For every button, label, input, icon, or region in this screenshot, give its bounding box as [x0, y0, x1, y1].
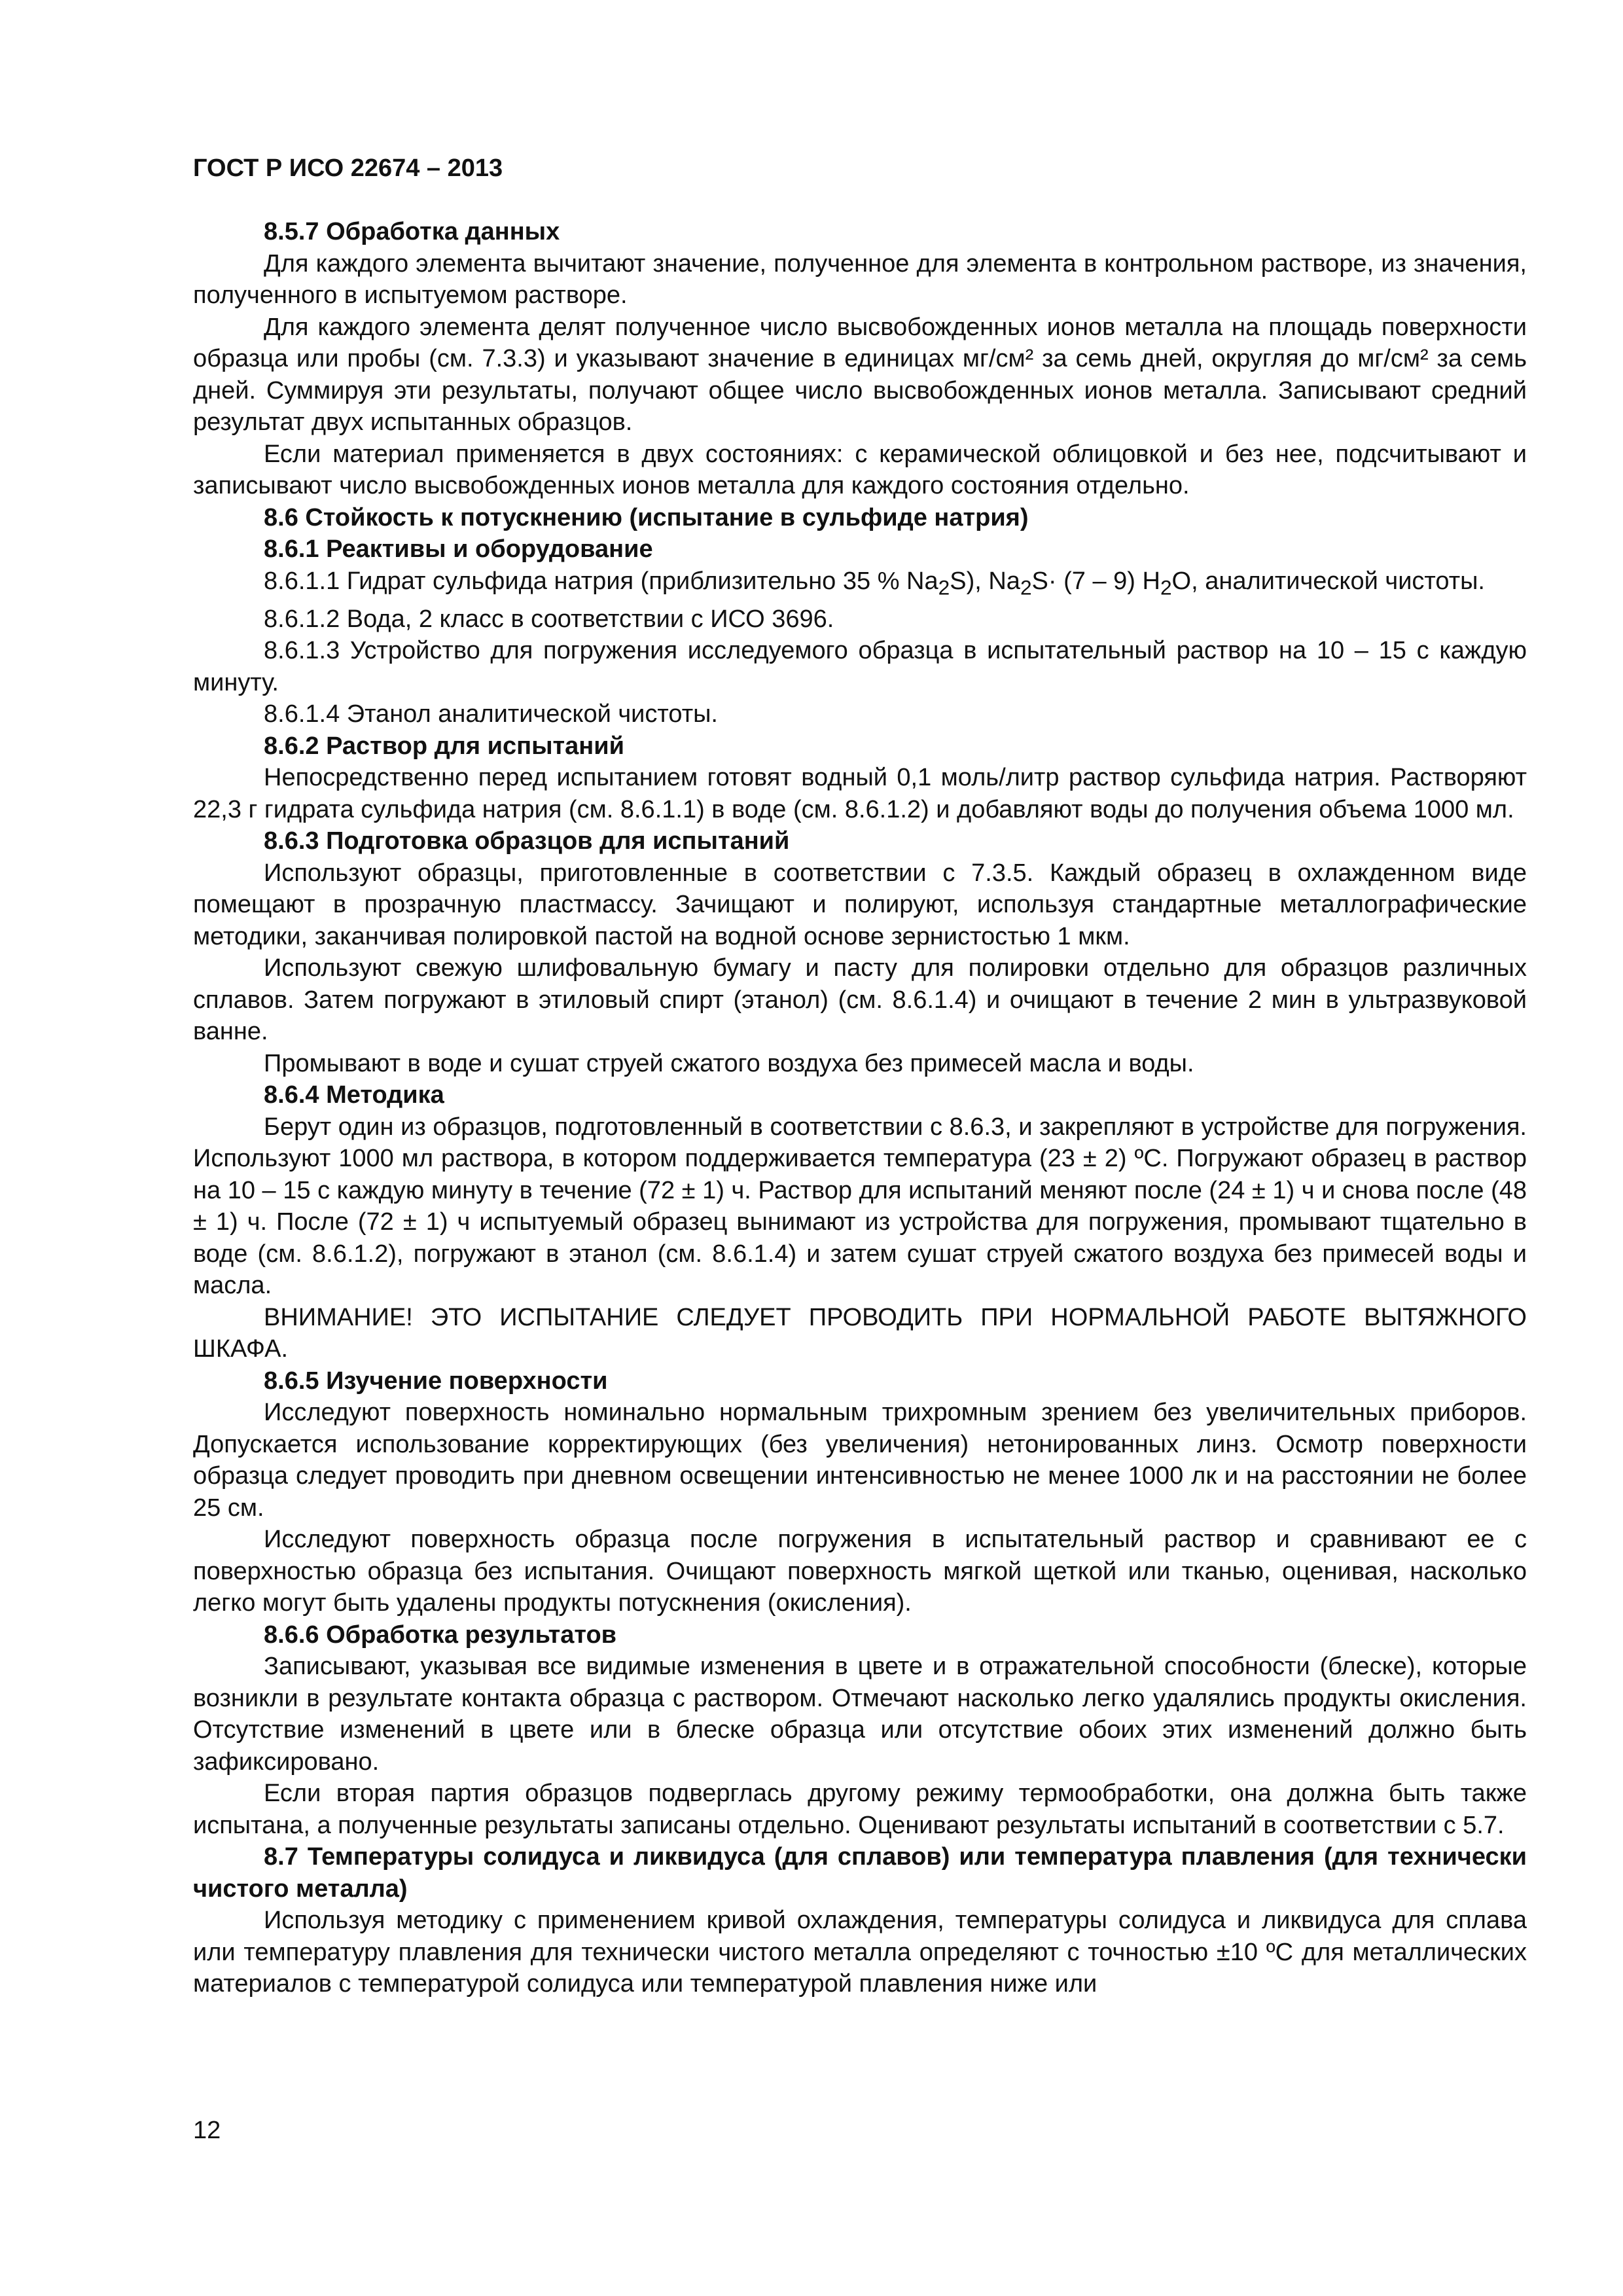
paragraph: Записывают, указывая все видимые изменения в цвете и в отражательной способности (блеске), которые возникли в результате контакта образца с раствором. Отмечают насколько легко удалялись продукты окисления. Отсутствие изменений в цвете или в блеске образца или отсутствие обоих этих изменений должно быть зафиксировано.: [193, 1653, 1527, 1776]
section-heading-8-6-4: 8.6.4 Методика: [264, 1081, 444, 1109]
paragraph: 8.6.1.3 Устройство для погружения исследуемого образца в испытательный раствор на 10 – 15 с каждую минуту.: [193, 637, 1527, 696]
text-run: O, аналитической чистоты.: [1171, 567, 1485, 595]
text-run: 8.6.1.1 Гидрат сульфида натрия (приблизительно 35 % Na: [264, 567, 938, 595]
section-heading-8-6: 8.6 Стойкость к потускнению (испытание в сульфиде натрия): [264, 503, 1029, 531]
paragraph: Исследуют поверхность номинально нормальным трихромным зрением без увеличительных приборов. Допускается использование корректирующих (без увеличения) нетонированных линз. Осмотр поверхности образца следует проводить при дневном освещении интенсивностью не менее 1000 лк и на расстоянии не более 25 см.: [193, 1399, 1527, 1522]
section-heading-8-6-2: 8.6.2 Раствор для испытаний: [264, 732, 624, 760]
section-heading-8-6-1: 8.6.1 Реактивы и оборудование: [264, 535, 653, 563]
paragraph: Если материал применяется в двух состояниях: с керамической облицовкой и без нее, подсчитывают и записывают число высвобожденных ионов металла для каждого состояния отдельно.: [193, 440, 1527, 499]
section-heading-8-6-6: 8.6.6 Обработка результатов: [264, 1621, 617, 1649]
document-body: [193, 216, 1527, 2000]
paragraph: Используют образцы, приготовленные в соответствии с 7.3.5. Каждый образец в охлажденном виде помещают в прозрачную пластмассу. Зачищают и полируют, используя стандартные металлографические методики, заканчивая полировкой пастой на водной основе зернистостью 1 мкм.: [193, 859, 1527, 950]
paragraph: Исследуют поверхность образца после погружения в испытательный раствор и сравнивают ее с поверхностью образца без испытания. Очищают поверхность мягкой щеткой или тканью, оценивая, насколько легко могут быть удалены продукты потускнения (окисления).: [193, 1526, 1527, 1617]
subscript: 2: [1020, 575, 1032, 600]
paragraph: Для каждого элемента делят полученное число высвобожденных ионов металла на площадь поверхности образца или пробы (см. 7.3.3) и указывают значение в единицах мг/см² за семь дней, округляя до мг/см² за семь дней. Суммируя эти результаты, получают общее число высвобожденных ионов металла. Записывают средний результат двух испытанных образцов.: [193, 313, 1527, 436]
paragraph: Используют свежую шлифовальную бумагу и пасту для полировки отдельно для образцов различных сплавов. Затем погружают в этиловый спирт (этанол) (см. 8.6.1.4) и очищают в течение 2 мин в ультразвуковой ванне.: [193, 954, 1527, 1046]
paragraph: Если вторая партия образцов подверглась другому режиму термообработки, она должна быть также испытана, а полученные результаты записаны отдельно. Оценивают результаты испытаний в соответствии с 5.7.: [193, 1780, 1527, 1839]
paragraph: Промывают в воде и сушат струей сжатого воздуха без примесей масла и воды.: [264, 1049, 1194, 1077]
section-heading-8-6-3: 8.6.3 Подготовка образцов для испытаний: [264, 827, 790, 855]
paragraph-8-6-1-1: [193, 565, 1527, 603]
section-heading-8-5-7: 8.5.7 Обработка данных: [264, 218, 560, 245]
text-run: S· (7 – 9) H: [1031, 567, 1160, 595]
section-heading-8-6-5: 8.6.5 Изучение поверхности: [264, 1367, 608, 1395]
paragraph: Используя методику с применением кривой охлаждения, температуры солидуса и ликвидуса для сплава или температуру плавления для технически чистого металла определяют с точностью ±10 ºС для металлических материалов с температурой солидуса или температурой плавления ниже или: [193, 1907, 1527, 1998]
text-run: S), Na: [950, 567, 1020, 595]
page-number: 12: [193, 2117, 221, 2144]
paragraph: Для каждого элемента вычитают значение, полученное для элемента в контрольном растворе, из значения, полученного в испытуемом растворе.: [193, 249, 1527, 309]
section-heading-8-7: 8.7 Температуры солидуса и ликвидуса (для сплавов) или температура плавления (для технически чистого металла): [193, 1843, 1527, 1903]
paragraph: 8.6.1.2 Вода, 2 класс в соответствии с ИСО 3696.: [264, 605, 834, 633]
subscript: 2: [938, 575, 950, 600]
paragraph: Непосредственно перед испытанием готовят водный 0,1 моль/литр раствор сульфида натрия. Растворяют 22,3 г гидрата сульфида натрия (см. 8.6.1.1) в воде (см. 8.6.1.2) и добавляют воды до получения объема 1000 мл.: [193, 764, 1527, 823]
warning-paragraph: ВНИМАНИЕ! ЭТО ИСПЫТАНИЕ СЛЕДУЕТ ПРОВОДИТЬ ПРИ НОРМАЛЬНОЙ РАБОТЕ ВЫТЯЖНОГО ШКАФА.: [193, 1303, 1527, 1363]
paragraph: Берут один из образцов, подготовленный в соответствии с 8.6.3, и закрепляют в устройстве для погружения. Используют 1000 мл раствора, в котором поддерживается температура (23 ± 2) ºС. Погружают образец в раствор на 10 – 15 с каждую минуту в течение (72 ± 1) ч. Раствор для испытаний меняют после (24 ± 1) ч и снова после (48 ± 1) ч. После (72 ± 1) ч испытуемый образец вынимают из устройства для погружения, промывают тщательно в воде (см. 8.6.1.2), погружают в этанол (см. 8.6.1.4) и затем сушат струей сжатого воздуха без примесей воды и масла.: [193, 1113, 1527, 1300]
subscript: 2: [1160, 575, 1172, 600]
paragraph: 8.6.1.4 Этанол аналитической чистоты.: [264, 700, 718, 728]
document-header: ГОСТ Р ИСО 22674 – 2013: [193, 154, 503, 182]
